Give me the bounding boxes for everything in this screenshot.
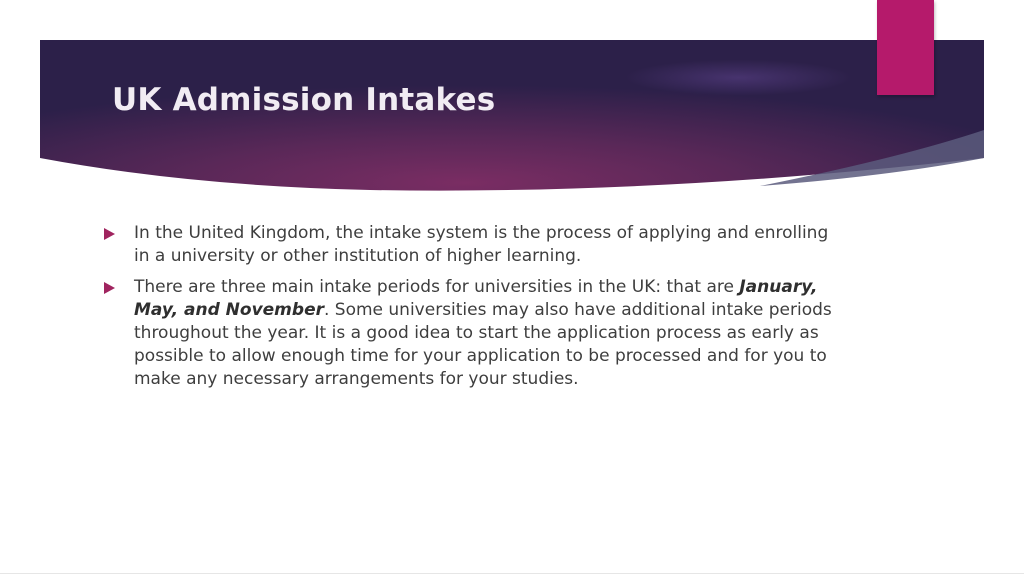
bullet-item xyxy=(104,222,844,268)
bullet-list xyxy=(104,222,844,399)
bullet-text-start: There are three main intake periods for universities in the UK: that are xyxy=(134,277,740,297)
triangle-bullet-icon xyxy=(104,228,115,240)
triangle-bullet-icon xyxy=(104,282,115,294)
accent-tab xyxy=(877,0,934,95)
slide-title: UK Admission Intakes xyxy=(112,82,496,118)
bullet-text-bold: January, May, and November xyxy=(134,277,818,320)
bullet-text: In the United Kingdom, the intake system is the process of applying and enrolling in a university or other institution of higher learning. xyxy=(134,223,829,266)
bullet-item xyxy=(104,276,844,391)
bottom-divider xyxy=(0,573,1024,574)
bullet-text-end: . Some universities may also have additional intake periods throughout the year. It is a good idea to start the application process as early as possible to allow enough time for your application to be processed and for you to make any necessary arrangements for your studies. xyxy=(134,300,832,389)
